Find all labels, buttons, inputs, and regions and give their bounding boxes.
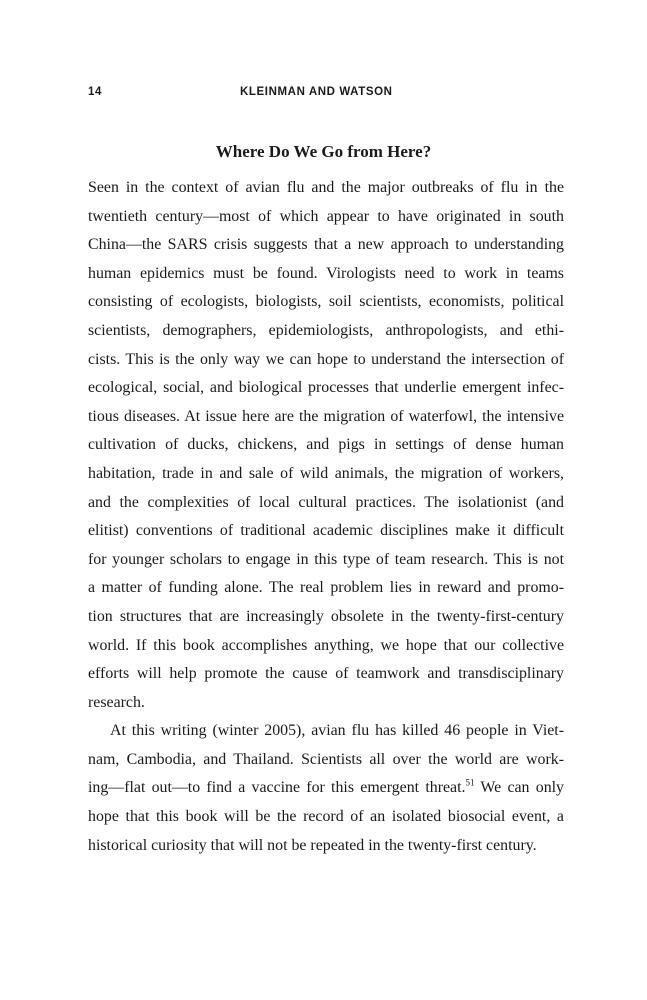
text-line: research. xyxy=(88,693,145,711)
text-line: historical curiosity that will not be repeated in the twenty-first century. xyxy=(88,836,537,854)
text-line: tion structures that are increasingly obsolete in the twenty-first-century xyxy=(88,607,564,625)
text-line: cists. This is the only way we can hope to understand the intersection of xyxy=(88,350,564,368)
text-line: habitation, trade in and sale of wild animals, the migration of workers, xyxy=(88,464,564,482)
text-line: scientists, demographers, epidemiologists, anthropologists, and ethi- xyxy=(88,321,564,339)
section-title: Where Do We Go from Here? xyxy=(215,142,432,161)
text-line: ecological, social, and biological processes that underlie emergent infec- xyxy=(88,379,564,397)
text-line: elitist) conventions of traditional academic disciplines make it difficult xyxy=(88,522,564,540)
text-line: human epidemics must be found. Virologists need to work in teams xyxy=(88,264,564,282)
body-text xyxy=(88,174,564,860)
text-line: a matter of funding alone. The real problem lies in reward and promo- xyxy=(88,579,564,597)
paragraph-1 xyxy=(88,174,564,717)
text-line: Seen in the context of avian flu and the major outbreaks of flu in the xyxy=(88,179,564,196)
text-line: At this writing (winter 2005), avian flu has killed 46 people in Viet- xyxy=(110,722,564,740)
running-head xyxy=(88,86,548,102)
page-number: 14 xyxy=(88,86,102,98)
text-line: nam, Cambodia, and Thailand. Scientists all over the world are work- xyxy=(88,750,564,768)
paragraph-2 xyxy=(88,717,564,860)
text-line: efforts will help promote the cause of teamwork and transdisciplinary xyxy=(88,665,564,683)
text-line: twentieth century—most of which appear to have originated in south xyxy=(88,207,564,225)
text-segment: ing—flat out—to find a vaccine for this emergent threat. xyxy=(88,779,466,797)
text-line-with-footnote xyxy=(88,774,564,803)
text-line: China—the SARS crisis suggests that a new approach to understanding xyxy=(88,236,564,254)
text-line: hope that this book will be the record of an isolated biosocial event, a xyxy=(88,808,564,826)
text-line: and the complexities of local cultural practices. The isolationist (and xyxy=(88,493,564,511)
text-line: tious diseases. At issue here are the migration of waterfowl, the intensive xyxy=(88,407,564,425)
footnote-reference[interactable]: 51 xyxy=(465,778,475,789)
text-line: consisting of ecologists, biologists, soil scientists, economists, political xyxy=(88,293,564,311)
text-line: world. If this book accomplishes anything, we hope that our collective xyxy=(88,636,564,654)
text-segment: We can only xyxy=(474,779,564,797)
text-line: cultivation of ducks, chickens, and pigs in settings of dense human xyxy=(88,436,564,454)
text-line: for younger scholars to engage in this type of team research. This is not xyxy=(88,550,564,568)
running-title: KLEINMAN AND WATSON xyxy=(240,86,393,98)
